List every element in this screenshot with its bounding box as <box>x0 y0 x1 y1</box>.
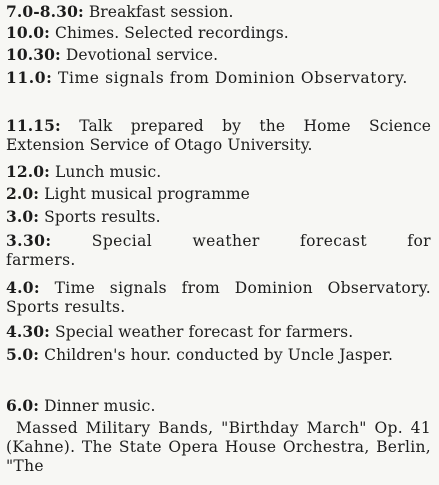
entry-text: Lunch music. <box>55 163 162 181</box>
schedule-entry <box>6 345 431 365</box>
entry-text: Breakfast session. <box>88 3 234 21</box>
entry-text: Light musical programme <box>44 185 250 203</box>
entry-time: 4.30: <box>6 322 50 341</box>
entry-time: 10.0: <box>6 23 50 42</box>
schedule-entry <box>6 396 431 416</box>
programme-paragraph: Massed Military Bands, "Birthday March" Op. 41 (Kahne). The State Opera House Orchestra, Berlin, "The <box>6 419 431 475</box>
entry-text: Special weather forecast for farmers. <box>6 232 431 269</box>
schedule-entry <box>6 116 431 155</box>
schedule-entry <box>6 23 431 43</box>
entry-time: 4.0: <box>6 278 40 297</box>
entry-time: 11.0: <box>6 68 53 87</box>
entry-text: Devotional service. <box>65 46 219 64</box>
entry-text: Dinner music. <box>44 397 156 415</box>
entry-text: Children's hour. conducted by Uncle Jasper. <box>44 346 394 364</box>
schedule-entry <box>6 45 431 65</box>
schedule-entry <box>6 68 431 88</box>
schedule-entry <box>6 207 431 227</box>
schedule-entry <box>6 322 431 342</box>
schedule-entry <box>6 278 431 317</box>
entry-text: Special weather forecast for farmers. <box>55 323 354 341</box>
entry-time: 11.15: <box>6 116 61 135</box>
entry-time: 10.30: <box>6 45 61 64</box>
entry-time: 3.30: <box>6 231 52 250</box>
entry-time: 3.0: <box>6 207 40 226</box>
entry-time: 2.0: <box>6 184 40 203</box>
schedule-entry <box>6 162 431 182</box>
entry-time: 12.0: <box>6 162 50 181</box>
entry-text: Chimes. Selected recordings. <box>55 24 289 42</box>
schedule-entry <box>6 231 431 270</box>
entry-time: 5.0: <box>6 345 40 364</box>
schedule-entry <box>6 2 431 22</box>
entry-time: 6.0: <box>6 396 40 415</box>
entry-text: Time signals from Dominion Observatory. <box>58 69 408 87</box>
entry-text: Talk prepared by the Home Science Extension Service of Otago University. <box>6 117 431 154</box>
entry-text: Time signals from Dominion Observatory. Sports results. <box>6 279 431 316</box>
schedule-entry <box>6 184 431 204</box>
entry-text: Sports results. <box>44 208 161 226</box>
entry-time: 7.0-8.30: <box>6 2 84 21</box>
